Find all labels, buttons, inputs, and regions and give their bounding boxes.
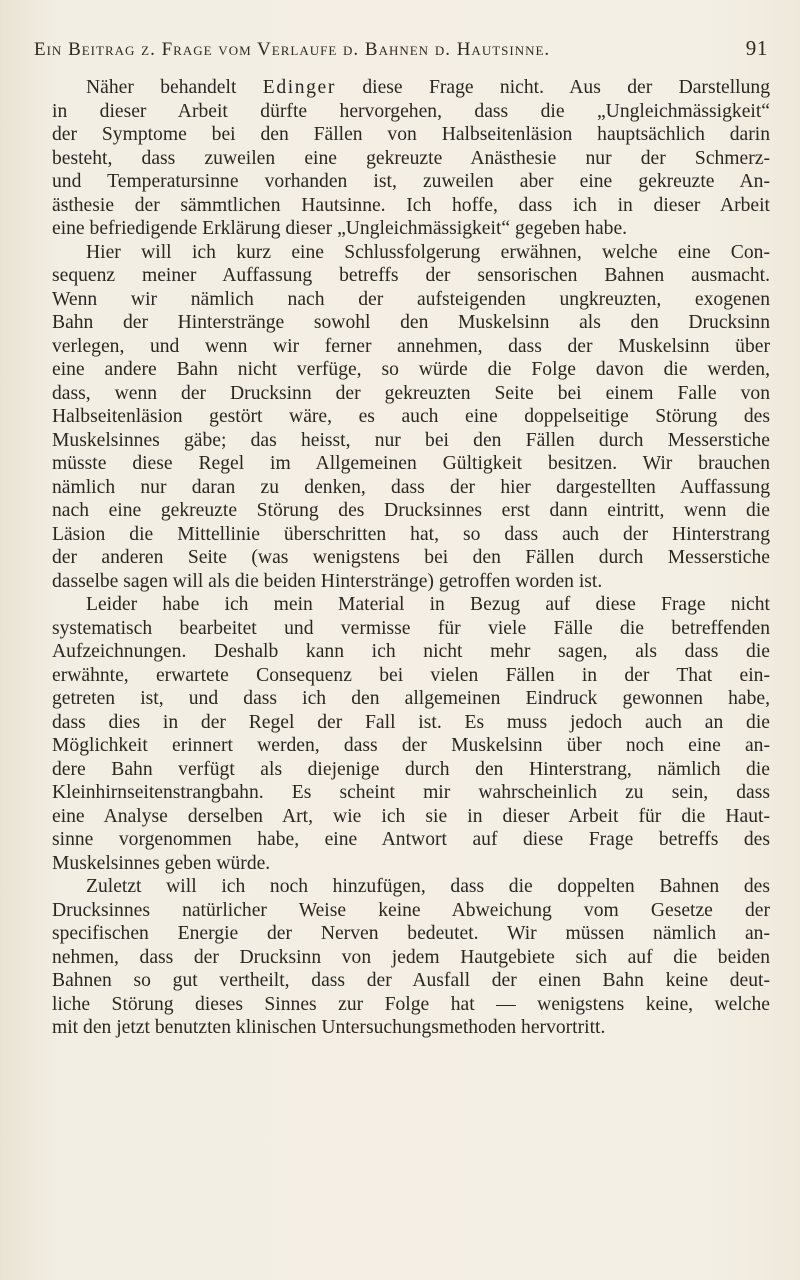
running-head [34,36,768,62]
paragraph [52,875,770,1040]
paragraph [52,593,770,875]
text-line: eine Analyse derselben Art, wie ich sie in dieser Arbeit für die Haut- [52,805,770,827]
text-line: Zuletzt will ich noch hinzufügen, dass die doppelten Bahnen des [86,876,770,897]
text-line: getreten ist, und dass ich den allgemeinen Eindruck gewonnen habe, [52,688,770,709]
text-line: Läsion die Mittellinie überschritten hat, so dass auch der Hinterstrang [52,523,770,545]
author-name: Edinger [262,77,336,98]
text-line: der anderen Seite (was wenigstens bei den Fällen durch Messerstiche [52,547,770,568]
text-line: müsste diese Regel im Allgemeinen Gültigkeit besitzen. Wir brauchen [52,453,770,474]
text-line: Muskelsinnes gäbe; das heisst, nur bei den Fällen durch Messerstiche [52,429,770,451]
text-line: nämlich nur daran zu denken, dass der hier dargestellten Auffassung [52,476,770,498]
text-line: mit den jetzt benutzten klinischen Untersuchungsmethoden hervortritt. [52,1017,606,1038]
text-line: der Symptome bei den Fällen von Halbseitenläsion hauptsächlich darin [52,124,770,145]
page-number: 91 [745,36,768,60]
paragraph [52,241,770,594]
text-line: verlegen, und wenn wir ferner annehmen, dass der Muskelsinn über [52,335,770,357]
text-line: Wenn wir nämlich nach der aufsteigenden ungkreuzten, exogenen [52,288,770,310]
text-line: dere Bahn verfügt als diejenige durch den Hinterstrang, nämlich die [52,758,770,780]
body-text [52,76,770,1040]
text-line: und Temperatursinne vorhanden ist, zuweilen aber eine gekreuzte An- [52,171,770,192]
text-line: eine andere Bahn nicht verfüge, so würde die Folge davon die werden, [52,359,770,380]
text-line: specifischen Energie der Nerven bedeutet. Wir müssen nämlich an- [52,923,770,944]
text-line: dasselbe sagen will als die beiden Hinterstränge) getroffen worden ist. [52,570,603,592]
text-line: in dieser Arbeit dürfte hervorgehen, dass die „Ungleichmässigkeit“ [52,100,770,122]
text-line: ästhesie der sämmtlichen Hautsinne. Ich hoffe, dass ich in dieser Arbeit [52,194,770,216]
text-line: dass, wenn der Drucksinn der gekreuzten Seite bei einem Falle von [52,382,770,404]
text-line: sequenz meiner Auffassung betreffs der sensorischen Bahnen ausmacht. [52,265,770,286]
text-line: Hier will ich kurz eine Schlussfolgerung erwähnen, welche eine Con- [86,241,770,263]
text-line: Möglichkeit erinnert werden, dass der Muskelsinn über noch eine an- [52,735,770,756]
text-line: erwähnte, erwartete Consequenz bei vielen Fällen in der That ein- [52,664,770,686]
text-line: nehmen, dass der Drucksinn von jedem Hautgebiete sich auf die beiden [52,946,770,968]
text-line: sinne vorgenommen habe, eine Antwort auf diese Frage betreffs des [52,829,770,850]
text-line: Leider habe ich mein Material in Bezug auf diese Frage nicht [86,594,770,615]
text-line: Halbseitenläsion gestört wäre, es auch eine doppelseitige Störung des [52,406,770,427]
paragraph [52,76,770,241]
text-line: Bahn der Hinterstränge sowohl den Muskelsinn als den Drucksinn [52,312,770,333]
text-line: besteht, dass zuweilen eine gekreuzte Anästhesie nur der Schmerz- [52,147,770,169]
text-line: liche Störung dieses Sinnes zur Folge hat — wenigstens keine, welche [52,993,770,1015]
text-line: Kleinhirnseitenstrangbahn. Es scheint mir wahrscheinlich zu sein, dass [52,782,770,803]
text-line: Drucksinnes natürlicher Weise keine Abweichung vom Gesetze der [52,899,770,921]
running-head-title: Ein Beitrag z. Frage vom Verlaufe d. Bahnen d. Hautsinne. [34,39,551,60]
text-line: eine befriedigende Erklärung dieser „Ungleichmässigkeit“ gegeben habe. [52,218,628,239]
text-line: Aufzeichnungen. Deshalb kann ich nicht mehr sagen, als dass die [52,641,770,662]
text-line: Muskelsinnes geben würde. [52,852,271,874]
text-line: Bahnen so gut vertheilt, dass der Ausfall der einen Bahn keine deut- [52,970,770,991]
text-line: systematisch bearbeitet und vermisse für viele Fälle die betreffenden [52,617,770,639]
text-line: dass dies in der Regel der Fall ist. Es muss jedoch auch an die [52,711,770,733]
text-line: Näher behandelt Edinger diese Frage nicht. Aus der Darstellung [86,77,771,98]
text-line: nach eine gekreuzte Störung des Drucksinnes erst dann eintritt, wenn die [52,500,770,521]
